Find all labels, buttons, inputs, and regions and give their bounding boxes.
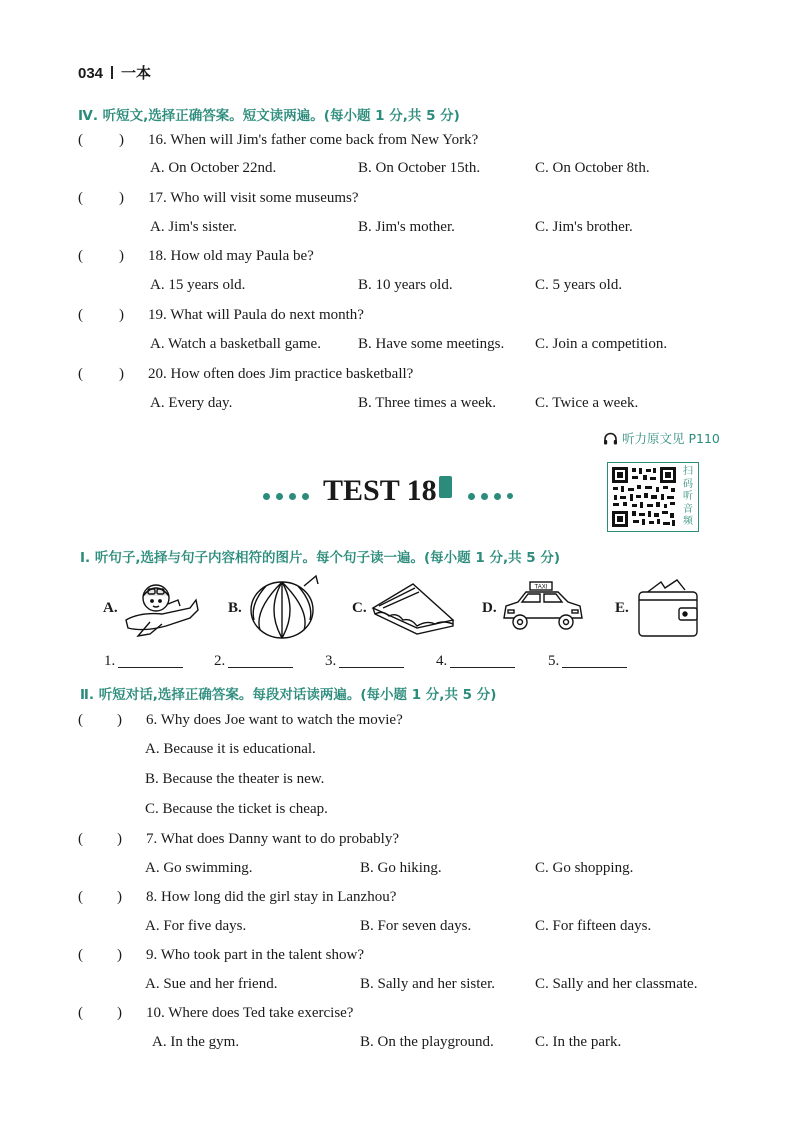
listening-note-text: 听力原文见 P110 xyxy=(622,431,720,446)
test-title-bar xyxy=(263,474,519,508)
answer-bracket[interactable]: ( ) xyxy=(78,947,122,963)
option-a: A. Watch a basketball game. xyxy=(150,336,321,352)
question-stem: 8. How long did the girl stay in Lanzhou? xyxy=(146,889,397,905)
answer-blank-5[interactable]: 5. xyxy=(548,653,627,670)
answer-blank-3[interactable]: 3. xyxy=(325,653,404,670)
blank-line[interactable] xyxy=(339,653,404,668)
page-header xyxy=(78,62,151,83)
option-c: C. On October 8th. xyxy=(535,160,650,176)
option-c: C. Because the ticket is cheap. xyxy=(145,801,328,817)
answer-blank-2[interactable]: 2. xyxy=(214,653,293,670)
option-a: A. Sue and her friend. xyxy=(145,976,278,992)
question-stem: 6. Why does Joe want to watch the movie? xyxy=(146,712,403,728)
option-c: C. In the park. xyxy=(535,1034,622,1050)
question-8 xyxy=(78,889,396,906)
blank-line[interactable] xyxy=(118,653,183,668)
question-stem: 20. How often does Jim practice basketball? xyxy=(148,366,414,382)
question-stem: 17. Who will visit some museums? xyxy=(148,190,359,206)
option-b: B. Go hiking. xyxy=(360,860,442,876)
qr-code-icon xyxy=(610,465,678,529)
question-20 xyxy=(78,366,413,383)
option-b: B. Three times a week. xyxy=(358,395,497,411)
question-16 xyxy=(78,132,478,149)
option-c: C. 5 years old. xyxy=(535,277,623,293)
answer-bracket[interactable]: ( ) xyxy=(78,1005,122,1021)
decor-dot xyxy=(263,493,270,500)
option-b: B. On October 15th. xyxy=(358,160,481,176)
answer-bracket[interactable]: ( ) xyxy=(78,889,122,905)
option-c: C. For fifteen days. xyxy=(535,918,652,934)
picture-label-d: D. xyxy=(482,600,497,616)
answer-blank-4[interactable]: 4. xyxy=(436,653,515,670)
question-stem: 7. What does Danny want to do probably? xyxy=(146,831,400,847)
question-stem: 10. Where does Ted take exercise? xyxy=(146,1005,354,1021)
page-number: 034 xyxy=(78,65,104,82)
option-b: B. On the playground. xyxy=(360,1034,494,1050)
answer-bracket[interactable]: ( ) xyxy=(78,712,122,728)
pilot-airplane-icon xyxy=(120,576,200,638)
answer-bracket[interactable]: ( ) xyxy=(78,366,124,382)
answer-bracket[interactable]: ( ) xyxy=(78,248,124,264)
qr-code-box[interactable] xyxy=(607,462,699,532)
option-c: C. Sally and her classmate. xyxy=(535,976,698,992)
question-stem: 18. How old may Paula be? xyxy=(148,248,314,264)
option-b: B. For seven days. xyxy=(360,918,472,934)
question-9 xyxy=(78,947,364,964)
question-stem: 19. What will Paula do next month? xyxy=(148,307,364,323)
question-18 xyxy=(78,248,314,265)
section-2-title: Ⅱ. 听短对话,选择正确答案。每段对话读两遍。(每小题 1 分,共 5 分) xyxy=(80,687,497,703)
option-a: A. Jim's sister. xyxy=(150,219,237,235)
option-c: C. Twice a week. xyxy=(535,395,639,411)
seal-stamp xyxy=(439,476,452,498)
question-7 xyxy=(78,831,399,848)
decor-dot xyxy=(481,493,488,500)
listening-script-note xyxy=(603,429,720,447)
section-4-title: Ⅳ. 听短文,选择正确答案。短文读两遍。(每小题 1 分,共 5 分) xyxy=(78,108,460,124)
sandwich-icon xyxy=(369,578,457,638)
option-a: A. Because it is educational. xyxy=(145,741,316,757)
option-b: B. Because the theater is new. xyxy=(145,771,325,787)
option-c: C. Go shopping. xyxy=(535,860,634,876)
picture-label-e: E. xyxy=(615,600,629,616)
option-a: A. For five days. xyxy=(145,918,247,934)
header-divider xyxy=(111,66,113,79)
qr-label: 扫 码 听 音 频 xyxy=(683,466,693,527)
decor-dot xyxy=(468,493,475,500)
picture-label-a: A. xyxy=(103,600,118,616)
option-a: A. On October 22nd. xyxy=(150,160,277,176)
blank-line[interactable] xyxy=(562,653,627,668)
blank-line[interactable] xyxy=(228,653,293,668)
option-a: A. 15 years old. xyxy=(150,277,246,293)
answer-blank-1[interactable]: 1. xyxy=(104,653,183,670)
question-19 xyxy=(78,307,364,324)
answer-bracket[interactable]: ( ) xyxy=(78,831,122,847)
answer-bracket[interactable]: ( ) xyxy=(78,190,124,206)
blank-line[interactable] xyxy=(450,653,515,668)
option-a: A. Every day. xyxy=(150,395,233,411)
test-title: TEST 18 xyxy=(323,474,437,507)
decor-dot xyxy=(494,493,501,500)
question-10 xyxy=(78,1005,353,1022)
answer-bracket[interactable]: ( ) xyxy=(78,132,124,148)
question-17 xyxy=(78,190,359,207)
option-b: B. 10 years old. xyxy=(358,277,453,293)
option-c: C. Join a competition. xyxy=(535,336,668,352)
option-b: B. Jim's mother. xyxy=(358,219,455,235)
picture-label-c: C. xyxy=(352,600,367,616)
section-1-title: Ⅰ. 听句子,选择与句子内容相符的图片。每个句子读一遍。(每小题 1 分,共 5 分) xyxy=(80,550,561,566)
watermelon-icon xyxy=(246,574,326,640)
book-name: 一本 xyxy=(121,65,152,82)
question-stem: 9. Who took part in the talent show? xyxy=(146,947,365,963)
option-c: C. Jim's brother. xyxy=(535,219,633,235)
option-b: B. Have some meetings. xyxy=(358,336,505,352)
question-stem: 16. When will Jim's father come back from New York? xyxy=(148,132,479,148)
option-a: A. In the gym. xyxy=(152,1034,240,1050)
decor-dot xyxy=(289,493,296,500)
taxi-icon xyxy=(500,580,586,636)
decor-dot xyxy=(302,493,309,500)
taxi-sign-text: TAXI xyxy=(534,584,548,591)
option-a: A. Go swimming. xyxy=(145,860,253,876)
option-b: B. Sally and her sister. xyxy=(360,976,495,992)
question-6 xyxy=(78,712,403,729)
answer-bracket[interactable]: ( ) xyxy=(78,307,124,323)
picture-label-b: B. xyxy=(228,600,242,616)
decor-dot xyxy=(276,493,283,500)
decor-dot xyxy=(507,493,513,499)
headphones-icon xyxy=(603,432,618,445)
wallet-icon xyxy=(635,578,701,640)
